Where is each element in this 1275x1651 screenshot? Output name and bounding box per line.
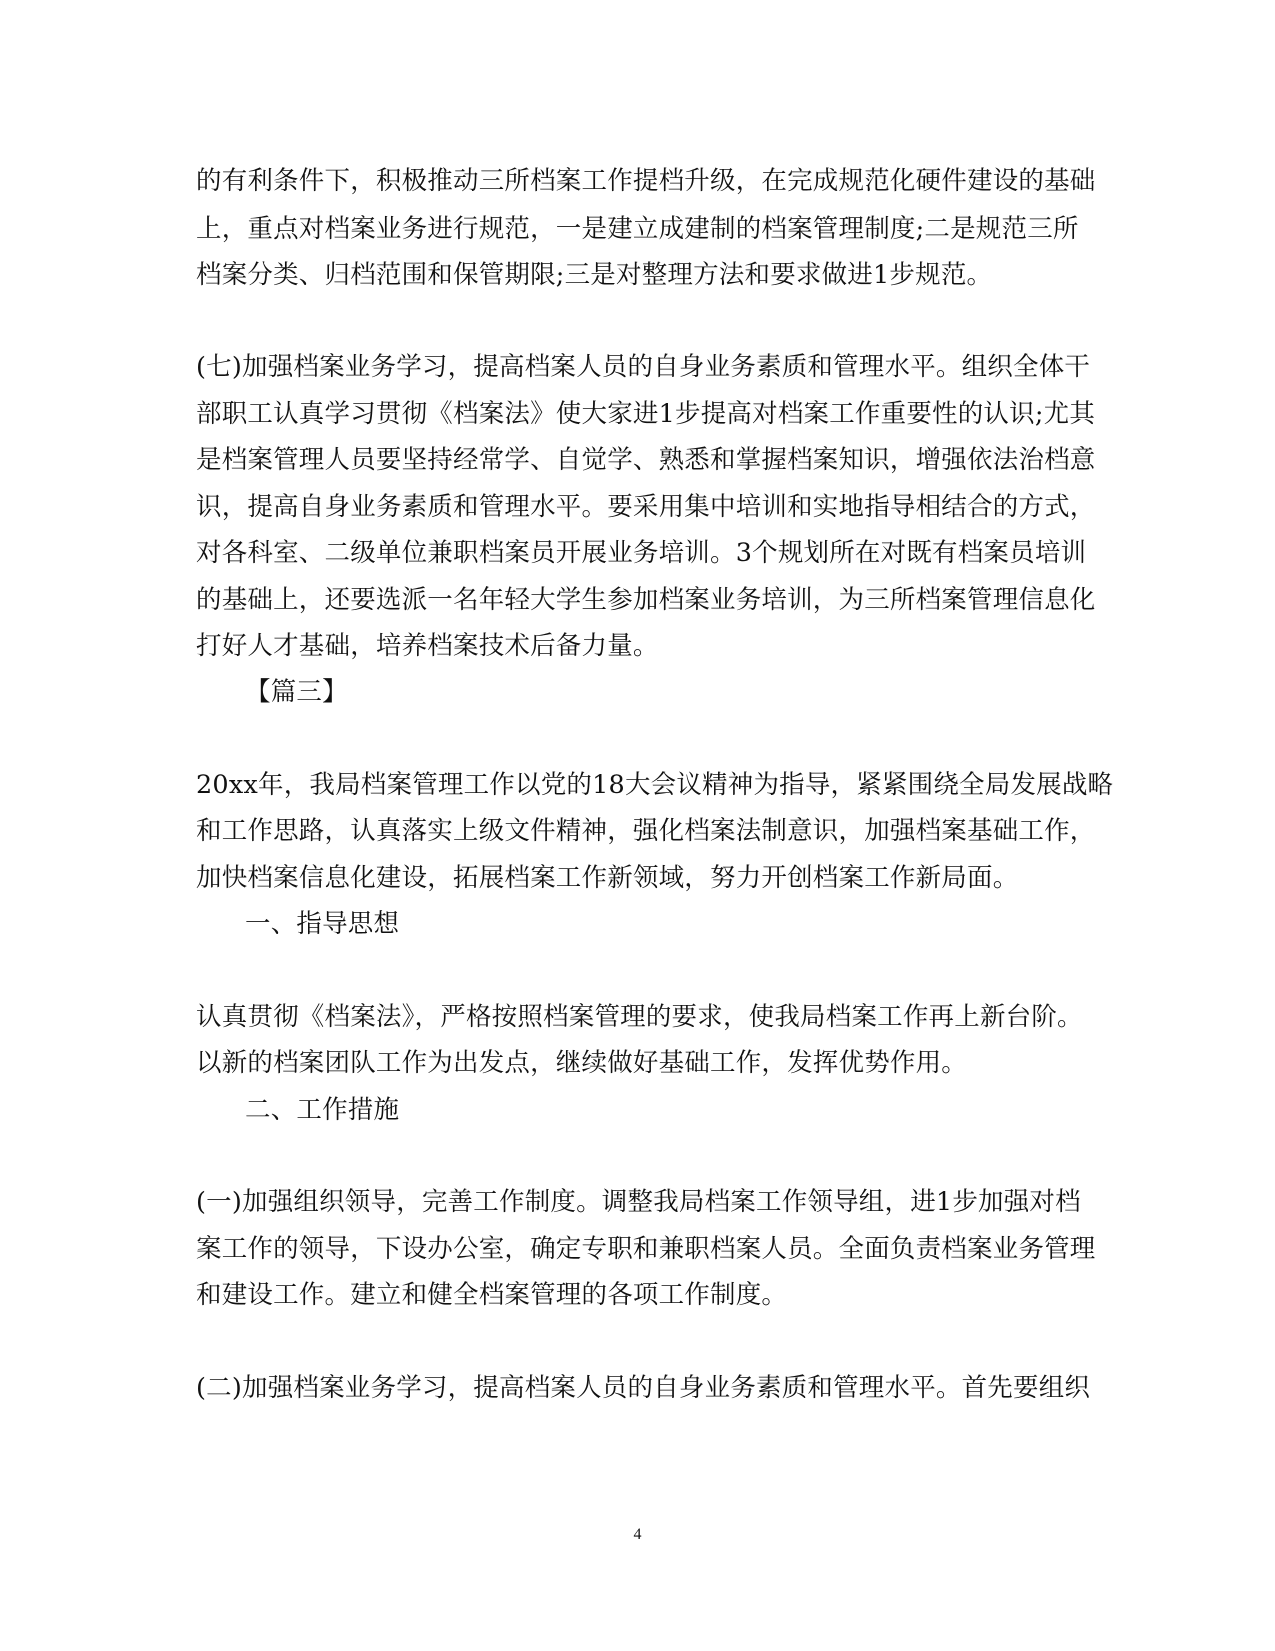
subheading: 一、指导思想 [245, 909, 400, 939]
text-line: 上，重点对档案业务进行规范，一是建立成建制的档案管理制度;二是规范三所 [196, 214, 1079, 244]
text-line: 以新的档案团队工作为出发点，继续做好基础工作，发挥优势作用。 [196, 1048, 968, 1078]
text-line: 认真贯彻《档案法》，严格按照档案管理的要求，使我局档案工作再上新台阶。 [196, 1002, 1083, 1032]
text-line: 打好人才基础，培养档案技术后备力量。 [196, 631, 659, 661]
text-line: 是档案管理人员要坚持经常学、自觉学、熟悉和掌握档案知识，增强依法治档意 [196, 445, 1096, 475]
text-line: 和建设工作。建立和健全档案管理的各项工作制度。 [196, 1280, 788, 1310]
text-line: 的有利条件下，积极推动三所档案工作提档升级，在完成规范化硬件建设的基础 [196, 166, 1096, 196]
section-heading: 【篇三】 [245, 677, 348, 707]
text-line: 和工作思路，认真落实上级文件精神，强化档案法制意识，加强档案基础工作， [196, 816, 1096, 846]
text-line: 识，提高自身业务素质和管理水平。要采用集中培训和实地指导相结合的方式， [196, 492, 1096, 522]
text-line: 20xx年，我局档案管理工作以党的18大会议精神为指导，紧紧围绕全局发展战略 [196, 770, 1114, 800]
text-line: (一)加强组织领导，完善工作制度。调整我局档案工作领导组，进1步加强对档 [196, 1187, 1081, 1217]
text-line: 案工作的领导，下设办公室，确定专职和兼职档案人员。全面负责档案业务管理 [196, 1234, 1096, 1264]
text-line: 档案分类、归档范围和保管期限;三是对整理方法和要求做进1步规范。 [196, 260, 993, 290]
text-line: 加快档案信息化建设，拓展档案工作新领域，努力开创档案工作新局面。 [196, 863, 1019, 893]
text-line: (二)加强档案业务学习，提高档案人员的自身业务素质和管理水平。首先要组织 [196, 1373, 1091, 1403]
text-line: 部职工认真学习贯彻《档案法》使大家进1步提高对档案工作重要性的认识;尤其 [196, 399, 1096, 429]
subheading: 二、工作措施 [245, 1095, 400, 1125]
text-line: 的基础上，还要选派一名年轻大学生参加档案业务培训，为三所档案管理信息化 [196, 585, 1096, 615]
page-number: 4 [633, 1526, 642, 1543]
text-line: (七)加强档案业务学习，提高档案人员的自身业务素质和管理水平。组织全体干 [196, 352, 1091, 382]
text-line: 对各科室、二级单位兼职档案员开展业务培训。3个规划所在对既有档案员培训 [196, 538, 1087, 568]
